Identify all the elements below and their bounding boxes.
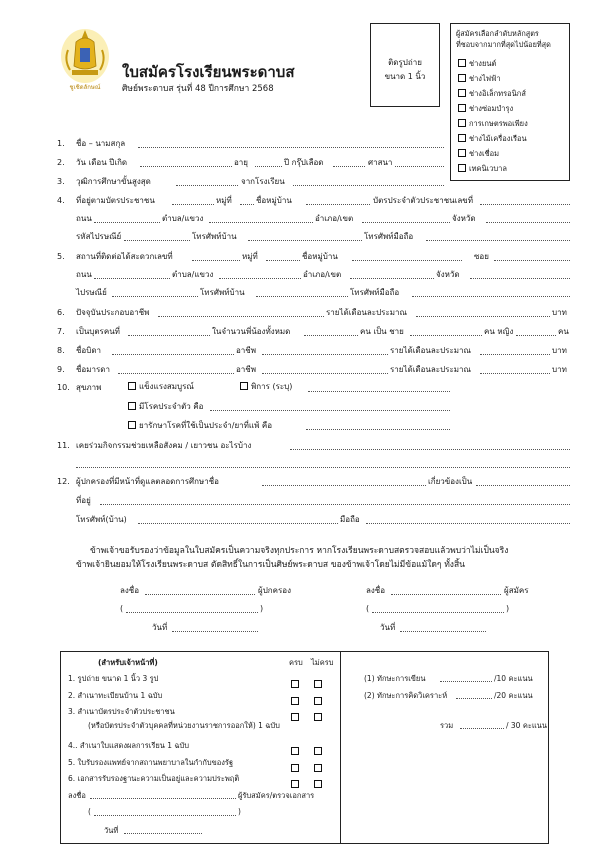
activities-field-2[interactable] [76,467,570,468]
guardian-role-label: ผู้ปกครอง [258,586,291,595]
contact-district-field[interactable] [350,278,434,279]
siblings-label: ในจำนวนพี่น้องทั้งหมด [212,327,291,336]
siblings-field[interactable] [304,335,358,336]
medication-field[interactable] [306,429,450,430]
relationship-label: เกี่ยวข้องเป็น [428,477,473,486]
item-number: 10. [57,383,70,392]
checkbox[interactable] [458,74,466,82]
applicant-printed-name-field[interactable] [372,612,504,613]
doc-item-photo: 1. รูปถ่าย ขนาด 1 นิ้ว 3 รูป [68,674,159,683]
conduct-complete-checkbox[interactable] [291,772,302,791]
baht-label: บาท [552,365,567,374]
contact-home-phone-field[interactable] [256,296,348,297]
postal-code-label: รหัสไปรษณีย์ [76,232,122,241]
mother-occupation-label: อาชีพ [236,365,256,374]
mother-occupation-field[interactable] [262,373,388,374]
mother-income-label: รายได้เดือนละประมาณ [390,365,471,374]
score-total-max: / 30 คะแนน [506,721,547,730]
guardian-date-label: วันที่ [152,623,168,632]
soi-field[interactable] [494,260,570,261]
subdistrict-label: ตำบล/แขวง [172,270,214,279]
checkbox[interactable] [458,104,466,112]
item-number: 7. [57,327,65,336]
major-option-agriculture[interactable]: การเกษตรพอเพียง [458,118,528,130]
id-card-field[interactable] [480,204,570,205]
id-card-label: บัตรประจำตัวประชาชนเลขที่ [373,196,473,205]
village-label: ชื่อหมู่บ้าน [302,252,338,261]
blood-type-label: ปี กรุ๊ปเลือด [284,158,324,167]
officer-date-label: วันที่ [104,826,119,835]
officer-date-field[interactable] [124,833,202,834]
relationship-field[interactable] [476,485,570,486]
item-number: 9. [57,365,65,374]
moo-field[interactable] [240,204,254,205]
guardian-mobile-field[interactable] [366,523,570,524]
subdistrict-label: ตำบล/แขวง [162,214,204,223]
age-label: อายุ [234,158,248,167]
major-option-welding[interactable]: ช่างเชื่อม [458,148,499,160]
health-label: สุขภาพ [76,383,102,392]
item-number: 6. [57,308,65,317]
health-option-healthy[interactable]: แข็งแรงสมบูรณ์ [128,382,194,392]
female-count-field[interactable] [516,335,556,336]
occupation-label: ปัจจุบันประกอบอาชีพ [76,308,150,317]
income-field[interactable] [416,316,550,317]
postal-label: ไปรษณีย์ [76,288,107,297]
checkbox[interactable] [458,134,466,142]
contact-address-label: สถานที่ติดต่อได้สะดวกเลขที่ [76,252,173,261]
score-writing-label: (1) ทักษะการเขียน [364,674,426,683]
major-option-electric[interactable]: ช่างไฟฟ้า [458,73,501,85]
father-occupation-field[interactable] [262,354,388,355]
school-logo [56,26,114,92]
moo-label: หมู่ที่ [216,196,232,205]
form-title: ใบสมัครโรงเรียนพระดาบส [122,63,295,81]
paren-close: ) [238,807,241,816]
school-field[interactable] [293,185,444,186]
score-analysis-label: (2) ทักษะการคิดวิเคราะห์ [364,691,448,700]
house-number-field[interactable] [172,204,214,205]
guardian-name-field[interactable] [262,485,426,486]
officer-printed-name-field[interactable] [94,815,236,816]
mobile-label: โทรศัพท์มือถือ [350,288,400,297]
road-label: ถนน [76,214,92,223]
contact-subdistrict-field[interactable] [219,278,301,279]
guardian-address-field[interactable] [100,504,570,505]
office-divider [340,651,341,844]
guardian-printed-name-field[interactable] [126,612,258,613]
item-number: 5. [57,252,65,261]
contact-house-field[interactable] [192,260,240,261]
id-card-complete-checkbox[interactable] [291,705,302,724]
major-option-electronics[interactable]: ช่างอิเล็กทรอนิกส์ [458,88,526,100]
applicant-date-field[interactable] [400,631,486,632]
item-number: 8. [57,346,65,355]
item-number: 11. [57,441,70,450]
male-count-field[interactable] [410,335,482,336]
doc-item-transcript: 4.. สำเนาใบแสดงผลการเรียน 1 ฉบับ [68,741,190,750]
guardian-date-field[interactable] [172,631,258,632]
doc-item-house-reg: 2. สำเนาทะเบียนบ้าน 1 ฉบับ [68,691,163,700]
doc-item-id-card-note: (หรือบัตรประจำตัวบุคคลที่หน่วยงานราชการออกให้) 1 ฉบับ [88,721,280,730]
paren-open: ( [366,604,370,613]
birthdate-label: วัน เดือน ปีเกิด [76,158,128,167]
baht-label: บาท [552,346,567,355]
item-number: 12. [57,477,70,486]
photo-size-label: ขนาด 1 นิ้ว [384,72,426,81]
checkbox[interactable] [240,382,248,390]
item-number: 4. [57,196,65,205]
health-option-medication[interactable]: ยารักษาโรคที่ใช้เป็นประจำ/ยาที่แพ้ คือ [128,421,272,431]
disability-field[interactable] [308,391,450,392]
village-label: ชื่อหมู่บ้าน [256,196,292,205]
office-title: (สำหรับเจ้าหน้าที่) [98,658,158,667]
province-field[interactable] [486,222,570,223]
score-analysis-field[interactable] [456,698,492,699]
form-subtitle: ศิษย์พระดาบส รุ่นที่ 48 ปีการศึกษา 2568 [122,84,274,94]
major-option-maintenance[interactable]: ช่างซ่อมบำรุง [458,103,513,115]
district-label: อำเภอ/เขต [303,270,342,279]
education-label: วุฒิการศึกษาขั้นสูงสุด [76,177,151,186]
contact-mobile-field[interactable] [412,296,570,297]
religion-label: ศาสนา [368,158,393,167]
major-header-2: ที่ชอบจากมากที่สุดไปน้อยที่สุด [456,40,551,49]
home-phone-label: โทรศัพท์บ้าน [200,288,245,297]
photo-label: ติดรูปถ่าย [388,58,422,67]
checkbox[interactable] [458,149,466,157]
baht-label: บาท [552,308,567,317]
occupation-field[interactable] [158,316,324,317]
doc-item-conduct: 6. เอกสารรับรองฐานะความเป็นอยู่และความประพฤติ [68,774,240,783]
col-incomplete: ไม่ครบ [311,658,334,667]
col-complete: ครบ [289,658,303,667]
checkbox[interactable] [128,402,136,410]
mother-name-field[interactable] [118,373,234,374]
road-field[interactable] [94,222,160,223]
declaration-line-1: ข้าพเจ้าขอรับรองว่าข้อมูลในใบสมัครเป็นความจริงทุกประการ หากโรงเรียนพระดาบสตรวจสอบแล้วพบว่าไม่เป็นจริง [90,546,509,556]
mobile-label: โทรศัพท์มือถือ [364,232,414,241]
guardian-label: ผู้ปกครองที่มีหน้าที่ดูแลตลอดการศึกษาชื่อ [76,477,219,486]
major-option-furniture[interactable]: ช่างไม้เครื่องเรือน [458,133,527,145]
checkbox[interactable] [458,59,466,67]
religion-field[interactable] [395,166,444,167]
paren-close: ) [506,604,510,613]
checkbox[interactable] [128,382,136,390]
major-option-auto[interactable]: ช่างยนต์ [458,58,496,70]
birthdate-field[interactable] [140,166,232,167]
activities-field[interactable] [290,449,570,450]
home-phone-field[interactable] [248,240,362,241]
contact-postal-field[interactable] [112,296,198,297]
district-label: อำเภอ/เขต [315,214,354,223]
mother-name-label: ชื่อมารดา [76,365,110,374]
moo-label: หมู่ที่ [242,252,258,261]
officer-sign-label: ลงชื่อ [68,791,86,800]
contact-moo-field[interactable] [266,260,300,261]
education-field[interactable] [176,185,238,186]
applicant-date-label: วันที่ [380,623,396,632]
major-option-nursing[interactable]: เทคนิเวบาล [458,163,507,175]
applicant-signature-field[interactable] [391,594,501,595]
photo-placeholder [370,23,440,107]
paren-open: ( [120,604,124,613]
officer-role-label: ผู้รับสมัคร/ตรวจเอกสาร [238,791,315,800]
conduct-incomplete-checkbox[interactable] [314,772,325,791]
school-label: จากโรงเรียน [241,177,285,186]
checkbox[interactable] [128,421,136,429]
father-occupation-label: อาชีพ [236,346,256,355]
guardian-address-label: ที่อยู่ [76,496,91,505]
checkbox[interactable] [458,164,466,172]
home-phone-label: โทรศัพท์บ้าน [192,232,237,241]
declaration-line-2: ข้าพเจ้ายินยอมให้โรงเรียนพระดาบส ตัดสิทธิ์ในการเป็นศิษย์พระดาบส ของข้าพเจ้าโดยไม่มีข้อแม้ใดๆ ทั้งสิ้น [76,560,465,570]
postal-code-field[interactable] [124,240,190,241]
activities-label: เคยร่วมกิจกรรมช่วยเหลือสังคม / เยาวชน อะไรบ้าง [76,441,252,450]
item-number: 2. [57,158,65,167]
contact-road-field[interactable] [94,278,170,279]
checkbox[interactable] [458,119,466,127]
item-number: 1. [57,139,65,148]
district-field[interactable] [362,222,450,223]
health-option-disabled[interactable]: พิการ (ระบุ) [240,382,292,392]
score-writing-field[interactable] [440,681,492,682]
female-label: คน หญิง [484,327,514,336]
village-field[interactable] [306,204,370,205]
paren-open: ( [88,807,91,816]
mobile-field[interactable] [426,240,570,241]
province-label: จังหวัด [452,214,476,223]
contact-village-field[interactable] [352,260,462,261]
logo-text: ชูเชิดลักษณ์ [69,84,101,91]
full-name-label: ชื่อ – นามสกุล [76,139,126,148]
doc-item-medical: 5. ใบรับรองแพทย์จากสถานพยาบาลในกำกับของรัฐ [68,758,234,767]
province-label: จังหวัด [436,270,460,279]
major-selection-box [450,23,570,181]
subdistrict-field[interactable] [209,222,313,223]
id-card-incomplete-checkbox[interactable] [314,705,325,724]
major-header-1: ผู้สมัครเลือกลำดับหลักสูตร [456,29,539,38]
score-total-label: รวม [440,721,454,730]
guardian-home-phone-label: โทรศัพท์(บ้าน) [76,515,127,524]
soi-label: ซอย [474,252,489,261]
health-option-chronic[interactable]: มีโรคประจำตัว คือ [128,402,203,412]
chronic-disease-field[interactable] [210,410,450,411]
applicant-sign-label: ลงชื่อ [366,586,386,595]
checkbox[interactable] [458,89,466,97]
blood-type-field[interactable] [333,166,365,167]
person-label: คน [558,327,569,336]
age-field[interactable] [255,166,282,167]
male-label: คน เป็น ชาย [360,327,404,336]
officer-signature-field[interactable] [90,798,236,799]
score-writing-max: /10 คะแนน [494,674,533,683]
registered-address-label: ที่อยู่ตามบัตรประชาชน [76,196,155,205]
road-label: ถนน [76,270,92,279]
paren-close: ) [260,604,264,613]
doc-item-id-card: 3. สำเนาบัตรประจำตัวประชาชน [68,707,175,716]
mother-income-field[interactable] [480,373,550,374]
applicant-role-label: ผู้สมัคร [504,586,529,595]
guardian-mobile-label: มือถือ [340,515,360,524]
father-income-label: รายได้เดือนละประมาณ [390,346,471,355]
full-name-field[interactable] [138,147,444,148]
father-name-label: ชื่อบิดา [76,346,101,355]
score-analysis-max: /20 คะแนน [494,691,533,700]
child-order-field[interactable] [128,335,210,336]
guardian-signature-field[interactable] [145,594,255,595]
score-total-field[interactable] [460,728,504,729]
father-name-field[interactable] [112,354,234,355]
guardian-home-phone-field[interactable] [138,523,338,524]
contact-province-field[interactable] [470,278,570,279]
item-number: 3. [57,177,65,186]
guardian-sign-label: ลงชื่อ [120,586,140,595]
father-income-field[interactable] [480,354,550,355]
income-label: รายได้เดือนละประมาณ [326,308,407,317]
child-order-label: เป็นบุตรคนที่ [76,327,120,336]
